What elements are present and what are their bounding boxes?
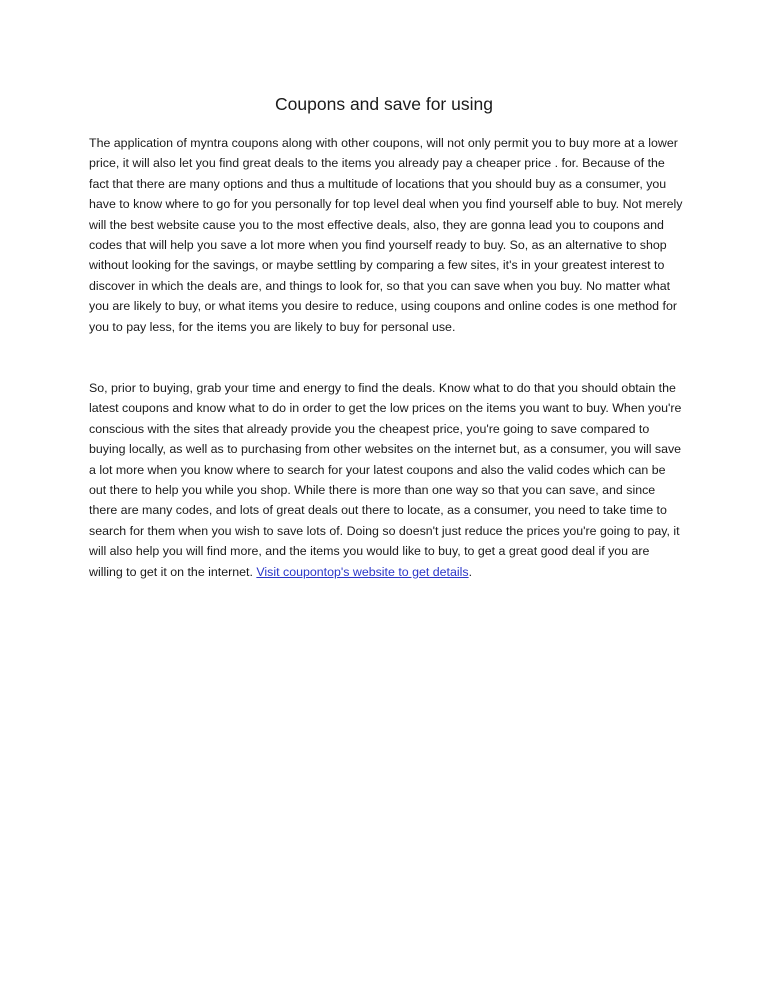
paragraph-2-text: So, prior to buying, grab your time and energy to find the deals. Know what to do that you should obtain the latest coupons and know what to do in order to get the low prices on the items you want to buy. When you're conscious with the sites that already provide you the cheapest price, you're going to save compared to buying locally, as well as to purchasing from other websites on the internet but, as a consumer, you will save a lot more when you know where to search for your latest coupons and also the valid codes which can be out there to help you while you shop. While there is more than one way so that you can save, and since there are many codes, and lots of great deals out there to locate, as a consumer, you need to take time to search for them when you wish to save lots of. Doing so doesn't just reduce the prices you're going to pay, it will also help you will find more, and the items you would like to buy, to get a great good deal if you are willing to get it on the internet. xyxy=(89,381,682,579)
paragraph-2 xyxy=(89,378,683,582)
coupontop-website-link[interactable]: Visit coupontop's website to get details xyxy=(256,564,469,579)
document-title: Coupons and save for using xyxy=(275,94,493,114)
paragraph-2-period: . xyxy=(468,564,473,579)
paragraph-1: The application of myntra coupons along with other coupons, will not only permit you to buy more at a lower price, it will also let you find great deals to the items you already pay a cheaper price . for. Because of the fact that there are many options and thus a multitude of locations that you should buy as a consumer, you have to know where to go for you personally for top level deal when you find yourself able to buy. Not merely will the best website cause you to the most effective deals, also, they are gonna lead you to coupons and codes that will help you save a lot more when you find yourself ready to buy. So, as an alternative to shop without looking for the savings, or maybe settling by comparing a few sites, it's in your greatest interest to discover in which the deals are, and things to look for, so that you can save when you buy. No matter what you are likely to buy, or what items you desire to reduce, using coupons and online codes is one method for you to pay less, for the items you are likely to buy for personal use. xyxy=(89,136,683,334)
